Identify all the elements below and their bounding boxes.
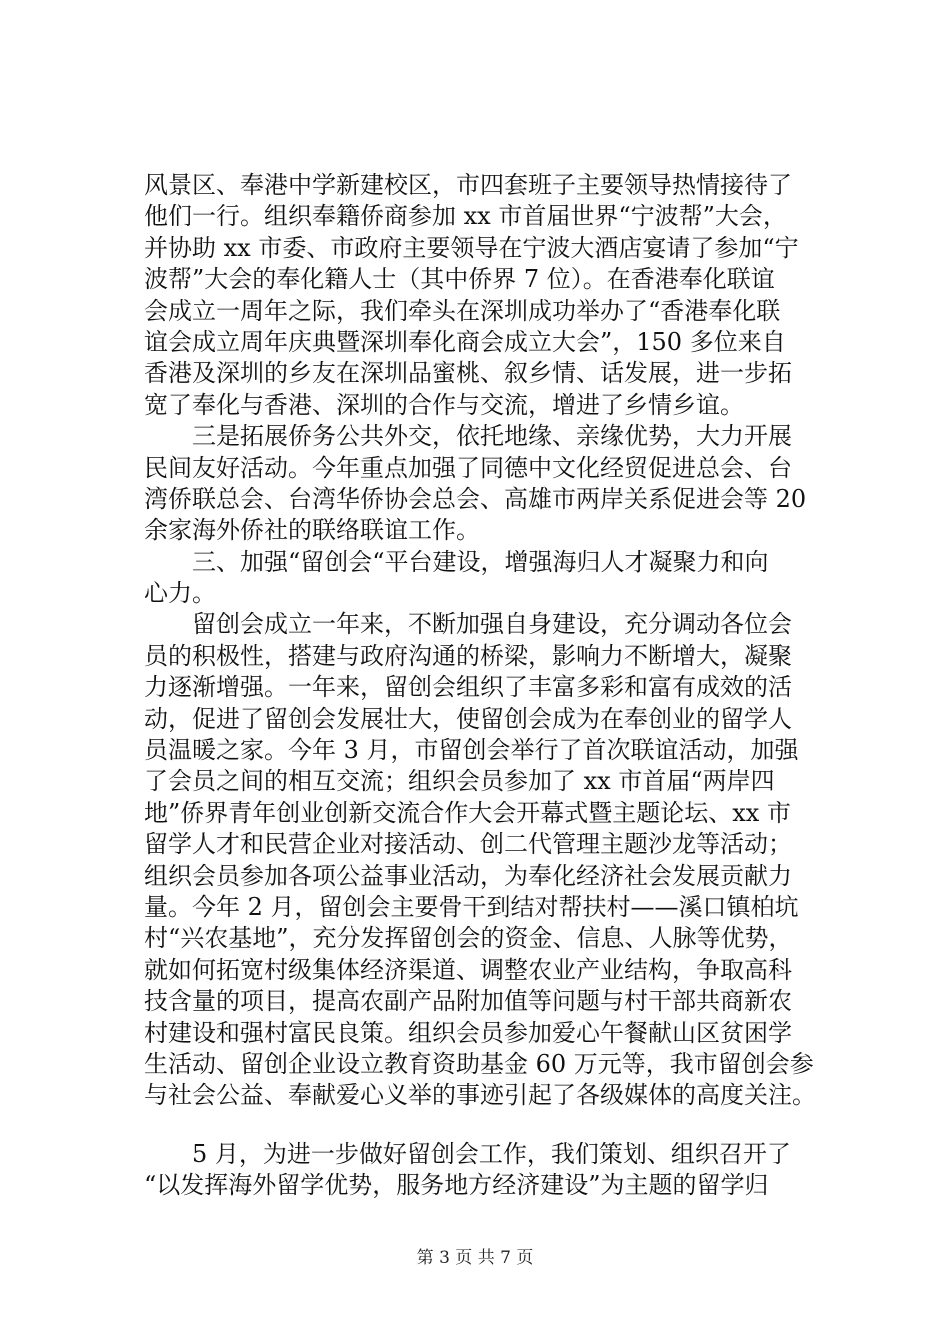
text-line: 留学人才和民营企业对接活动、创二代管理主题沙龙等活动； (144, 830, 792, 859)
text-line: 余家海外侨社的联络联谊工作。 (144, 516, 480, 545)
text-line: 就如何拓宽村级集体经济渠道、调整农业产业结构，争取高科 (144, 955, 792, 984)
text-line: 三是拓展侨务公共外交，依托地缘、亲缘优势，大力开展 (144, 422, 792, 451)
text-line: 村“兴农基地”，充分发挥留创会的资金、信息、人脉等优势， (144, 924, 793, 953)
text-line: 村建设和强村富民良策。组织会员参加爱心午餐献山区贫困学 (144, 1018, 792, 1047)
text-line: 会成立一周年之际，我们牵头在深圳成功举办了“香港奉化联 (144, 296, 781, 325)
text-line: 5 月，为进一步做好留创会工作，我们策划、组织召开了 (144, 1139, 791, 1168)
text-line: 并协助 xx 市委、市政府主要领导在宁波大酒店宴请了参加“宁 (144, 233, 799, 262)
text-line: 香港及深圳的乡友在深圳品蜜桃、叙乡情、话发展，进一步拓 (144, 359, 792, 388)
text-line: 民间友好活动。今年重点加强了同德中文化经贸促进总会、台 (144, 453, 792, 482)
text-line: 三、加强“留创会“平台建设，增强海归人才凝聚力和向 (144, 547, 769, 576)
text-line: 动，促进了留创会发展壮大，使留创会成为在奉创业的留学人 (144, 704, 792, 733)
text-line: 员的积极性，搭建与政府沟通的桥梁，影响力不断增大，凝聚 (144, 641, 792, 670)
paragraph-gap (144, 1112, 834, 1139)
text-line: 组织会员参加各项公益事业活动，为奉化经济社会发展贡献力 (144, 861, 792, 890)
text-line: 地”侨界青年创业创新交流合作大会开幕式暨主题论坛、xx 市 (144, 798, 791, 827)
text-line: 量。今年 2 月，留创会主要骨干到结对帮扶村——溪口镇柏坑 (144, 892, 799, 921)
text-line: 风景区、奉港中学新建校区，市四套班子主要领导热情接待了 (144, 171, 792, 199)
text-line: 他们一行。组织奉籍侨商参加 xx 市首届世界“宁波帮”大会， (144, 202, 787, 231)
text-line: 宽了奉化与香港、深圳的合作与交流，增进了乡情乡谊。 (144, 390, 744, 419)
text-line: 生活动、留创企业设立教育资助基金 60 万元等，我市留创会参 (144, 1049, 814, 1078)
text-line: 湾侨联总会、台湾华侨协会总会、高雄市两岸关系促进会等 20 (144, 484, 807, 513)
text-line: 心力。 (144, 579, 216, 608)
text-line: 谊会成立周年庆典暨深圳奉化商会成立大会”，150 多位来自 (144, 327, 786, 356)
text-line: 力逐渐增强。一年来，留创会组织了丰富多彩和富有成效的活 (144, 673, 792, 702)
page-footer: 第 3 页 共 7 页 (416, 1248, 534, 1268)
text-line: 波帮”大会的奉化籍人士（其中侨界 7 位）。在香港奉化联谊 (144, 265, 775, 294)
text-line: 员温暖之家。今年 3 月，市留创会举行了首次联谊活动，加强 (144, 736, 799, 765)
text-line: “以发挥海外留学优势，服务地方经济建设”为主题的留学归 (144, 1171, 769, 1200)
text-line: 技含量的项目，提高农副产品附加值等问题与村干部共商新农 (144, 987, 792, 1016)
text-line: 与社会公益、奉献爱心义举的事迹引起了各级媒体的高度关注。 (144, 1081, 816, 1110)
body-text (144, 170, 834, 1202)
text-line: 了会员之间的相互交流；组织会员参加了 xx 市首届“两岸四 (144, 767, 775, 796)
text-line: 留创会成立一年来，不断加强自身建设，充分调动各位会 (144, 610, 792, 639)
